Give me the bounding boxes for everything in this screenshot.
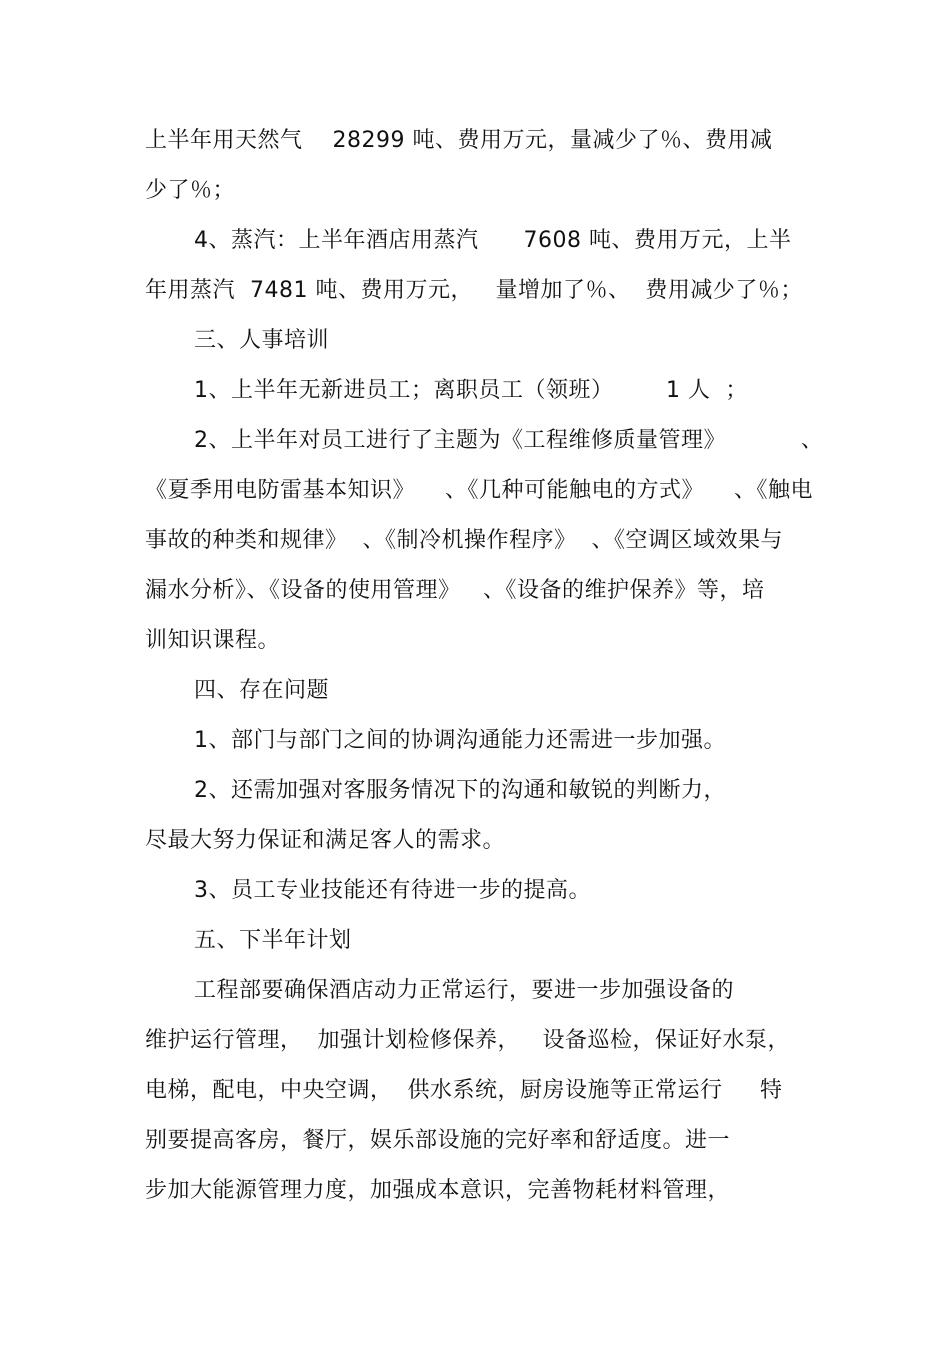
text-line: 电梯，配电，中央空调， 供水系统，厨房设施等正常运行 特: [145, 1078, 783, 1103]
text-line: 上半年用天然气 28299 吨、费用万元，量减少了％、费用减: [145, 128, 773, 153]
text-line: 2、还需加强对客服务情况下的沟通和敏锐的判断力，: [194, 778, 726, 803]
text-line: 工程部要确保酒店动力正常运行，要进一步加强设备的: [194, 978, 735, 1003]
section-heading: 五、下半年计划: [194, 928, 352, 953]
text-line: 《夏季用电防雷基本知识》 、《几种可能触电的方式》 、《触电: [145, 478, 813, 503]
section-heading: 四、存在问题: [194, 678, 330, 703]
text-line: 训知识课程。: [145, 628, 281, 653]
text-line: 4、蒸汽：上半年酒店用蒸汽 7608 吨、费用万元，上半: [194, 228, 792, 253]
text-line: 漏水分析》、《设备的使用管理》 、《设备的维护保养》等，培: [145, 578, 765, 603]
text-line: 维护运行管理， 加强计划检修保养， 设备巡检，保证好水泵，: [145, 1028, 790, 1053]
text-line: 3、员工专业技能还有待进一步的提高。: [194, 878, 591, 903]
text-line: 1、上半年无新进员工；离职员工（领班） 1 人 ；: [194, 378, 748, 403]
text-line: 2、上半年对员工进行了主题为《工程维修质量管理》 、: [194, 428, 824, 453]
text-line: 事故的种类和规律》 、《制冷机操作程序》 、《空调区域效果与: [145, 528, 783, 553]
section-heading: 三、人事培训: [194, 328, 330, 353]
text-line: 1、部门与部门之间的协调沟通能力还需进一步加强。: [194, 728, 726, 753]
text-line: 别要提高客房，餐厅，娱乐部设施的完好率和舒适度。进一: [145, 1128, 731, 1153]
text-line: 尽最大努力保证和满足客人的需求。: [145, 828, 506, 853]
text-line: 少了％；: [145, 178, 236, 203]
text-line: 年用蒸汽 7481 吨、费用万元， 量增加了％、 费用减少了％；: [145, 278, 803, 303]
text-line: 步加大能源管理力度，加强成本意识，完善物耗材料管理，: [145, 1178, 731, 1203]
